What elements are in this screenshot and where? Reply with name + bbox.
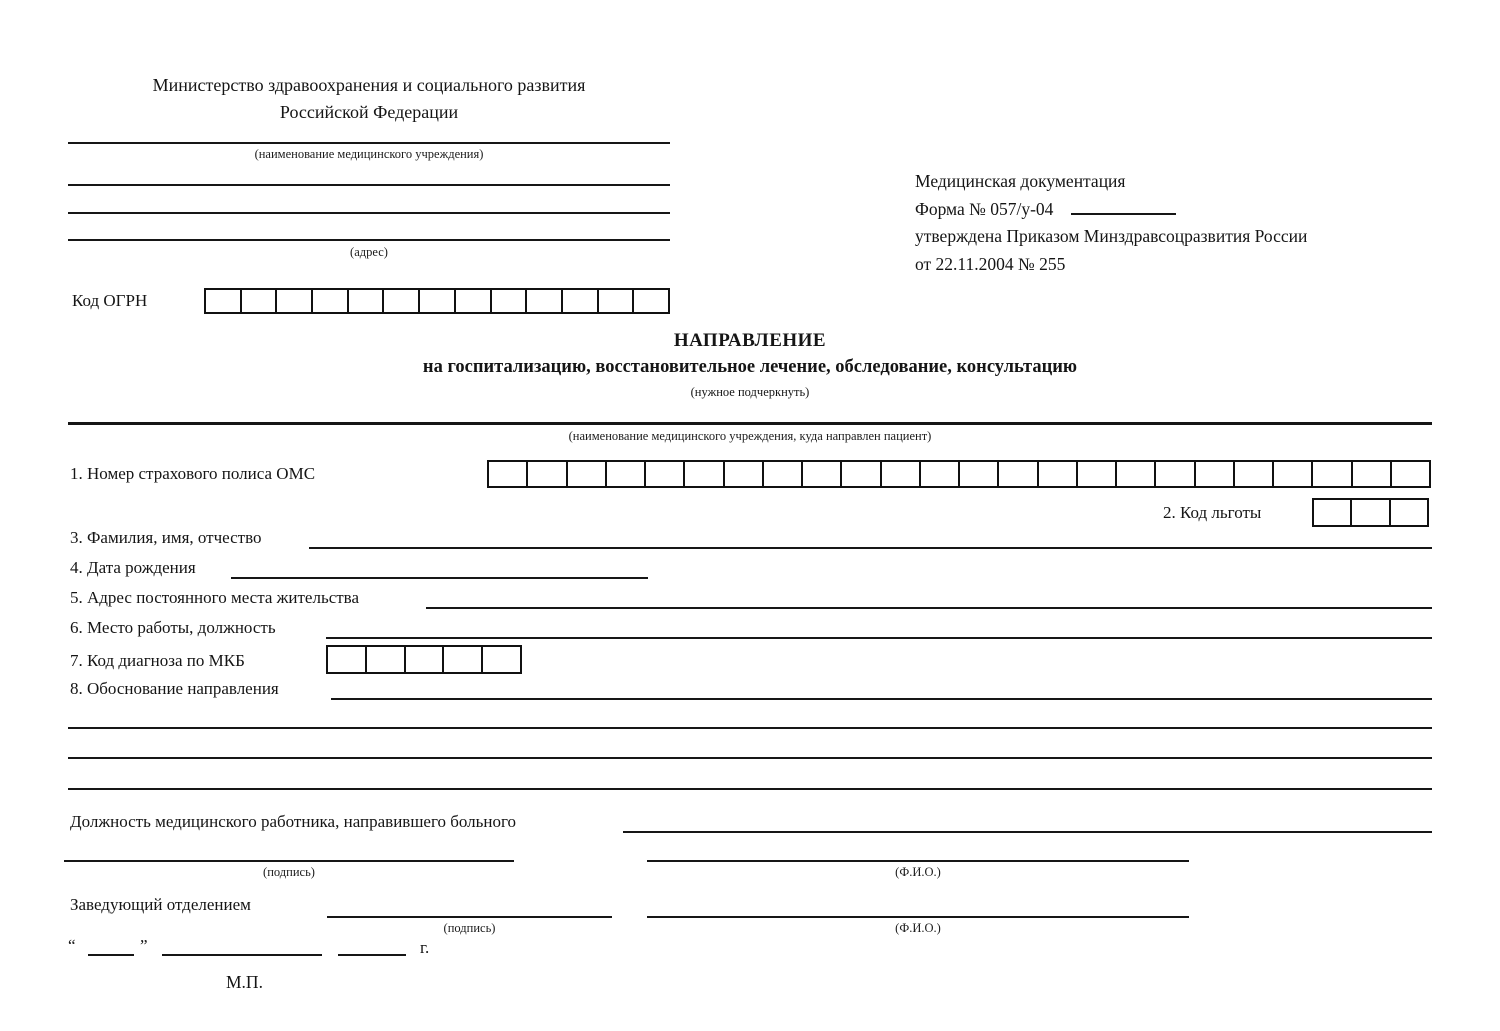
institution-blank-line-2[interactable]: [68, 212, 670, 214]
approval-date-label: от 22.11.2004 № 255: [915, 253, 1066, 274]
field-6-label: 6. Место работы, должность: [70, 618, 276, 637]
input-cell[interactable]: [1272, 460, 1313, 488]
target-institution-caption: (наименование медицинского учреждения, куда направлен пациент): [568, 429, 932, 443]
institution-name-line[interactable]: [68, 142, 670, 144]
ministry-line-2: Российской Федерации: [279, 102, 459, 122]
field-4-label: 4. Дата рождения: [70, 558, 196, 577]
address-line[interactable]: [68, 239, 670, 241]
input-cell[interactable]: [1115, 460, 1156, 488]
fio-caption-2: (Ф.И.О.): [895, 921, 941, 935]
input-cell[interactable]: [1076, 460, 1117, 488]
input-cell[interactable]: [1194, 460, 1235, 488]
input-cell[interactable]: [418, 288, 456, 314]
form-number-blank-line[interactable]: [1071, 199, 1176, 215]
form-number-label: Форма № 057/у-04: [915, 198, 1054, 219]
input-cell[interactable]: [1037, 460, 1078, 488]
field-3-label: 3. Фамилия, имя, отчество: [70, 528, 262, 547]
stamp-label: М.П.: [226, 972, 263, 992]
input-cell[interactable]: [958, 460, 999, 488]
date-quote-open: “: [68, 936, 76, 955]
input-cell[interactable]: [240, 288, 278, 314]
input-cell[interactable]: [632, 288, 670, 314]
input-cell[interactable]: [365, 645, 406, 674]
field-5-line[interactable]: [426, 607, 1432, 609]
input-cell[interactable]: [1311, 460, 1352, 488]
justification-line-3[interactable]: [68, 757, 1432, 759]
input-cell[interactable]: [347, 288, 385, 314]
ministry-header: [68, 72, 670, 126]
input-cell[interactable]: [490, 288, 528, 314]
field-7-label: 7. Код диагноза по МКБ: [70, 651, 245, 670]
form-number-row: [915, 196, 1307, 224]
diagnosis-code-cells[interactable]: [326, 645, 522, 674]
input-cell[interactable]: [561, 288, 599, 314]
input-cell[interactable]: [762, 460, 803, 488]
field-5-label: 5. Адрес постоянного места жительства: [70, 588, 360, 607]
input-cell[interactable]: [1350, 498, 1390, 527]
date-quote-close: ”: [140, 936, 148, 955]
input-cell[interactable]: [526, 460, 567, 488]
input-cell[interactable]: [204, 288, 242, 314]
target-institution-line[interactable]: [68, 422, 1432, 425]
input-cell[interactable]: [454, 288, 492, 314]
date-year-line[interactable]: [338, 954, 406, 956]
ogrn-label: Код ОГРН: [72, 291, 148, 310]
input-cell[interactable]: [442, 645, 483, 674]
signature-line-1[interactable]: [64, 860, 514, 862]
date-month-line[interactable]: [162, 954, 322, 956]
input-cell[interactable]: [605, 460, 646, 488]
date-day-line[interactable]: [88, 954, 134, 956]
input-cell[interactable]: [566, 460, 607, 488]
input-cell[interactable]: [919, 460, 960, 488]
fio-line-1[interactable]: [647, 860, 1189, 862]
fio-caption-1: (Ф.И.О.): [895, 865, 941, 879]
input-cell[interactable]: [1233, 460, 1274, 488]
year-suffix-label: г.: [420, 938, 430, 957]
input-cell[interactable]: [275, 288, 313, 314]
address-caption: (адрес): [350, 245, 388, 259]
input-cell[interactable]: [481, 645, 522, 674]
policy-number-cells[interactable]: [487, 460, 1431, 488]
input-cell[interactable]: [404, 645, 445, 674]
field-4-line[interactable]: [231, 577, 648, 579]
field-1-label: 1. Номер страхового полиса ОМС: [70, 464, 316, 483]
input-cell[interactable]: [840, 460, 881, 488]
signature-caption-1: (подпись): [263, 865, 315, 879]
form-subtitle: на госпитализацию, восстановительное лечение, обследование, консультацию: [422, 357, 1078, 377]
input-cell[interactable]: [1390, 460, 1431, 488]
input-cell[interactable]: [1154, 460, 1195, 488]
field-6-line[interactable]: [326, 637, 1432, 639]
input-cell[interactable]: [683, 460, 724, 488]
doc-type-label: Медицинская документация: [915, 171, 1126, 191]
field-3-line[interactable]: [309, 547, 1432, 549]
input-cell[interactable]: [723, 460, 764, 488]
ogrn-cells[interactable]: [204, 288, 670, 314]
input-cell[interactable]: [525, 288, 563, 314]
input-cell[interactable]: [1389, 498, 1429, 527]
input-cell[interactable]: [644, 460, 685, 488]
input-cell[interactable]: [326, 645, 367, 674]
field-2-label: 2. Код льготы: [1163, 503, 1262, 522]
institution-blank-line-1[interactable]: [68, 184, 670, 186]
input-cell[interactable]: [1312, 498, 1352, 527]
position-label: Должность медицинского работника, направившего больного: [70, 812, 517, 831]
field-8-line[interactable]: [331, 698, 1432, 700]
signature-line-2[interactable]: [327, 916, 612, 918]
justification-line-2[interactable]: [68, 727, 1432, 729]
input-cell[interactable]: [382, 288, 420, 314]
input-cell[interactable]: [880, 460, 921, 488]
position-line[interactable]: [623, 831, 1432, 833]
input-cell[interactable]: [597, 288, 635, 314]
input-cell[interactable]: [311, 288, 349, 314]
fio-line-2[interactable]: [647, 916, 1189, 918]
department-head-label: Заведующий отделением: [70, 895, 251, 914]
field-8-label: 8. Обоснование направления: [70, 679, 279, 698]
doc-info-block: [915, 168, 1307, 278]
form-title: НАПРАВЛЕНИЕ: [673, 330, 827, 351]
benefit-code-cells[interactable]: [1312, 498, 1429, 527]
approval-label: утверждена Приказом Минздравсоцразвития России: [915, 226, 1308, 246]
input-cell[interactable]: [1351, 460, 1392, 488]
justification-line-4[interactable]: [68, 788, 1432, 790]
input-cell[interactable]: [801, 460, 842, 488]
ministry-line-1: Министерство здравоохранения и социального развития: [152, 75, 586, 95]
underline-note: (нужное подчеркнуть): [690, 385, 810, 399]
institution-name-caption: (наименование медицинского учреждения): [254, 147, 484, 161]
input-cell[interactable]: [997, 460, 1038, 488]
signature-caption-2: (подпись): [443, 921, 496, 935]
input-cell[interactable]: [487, 460, 528, 488]
